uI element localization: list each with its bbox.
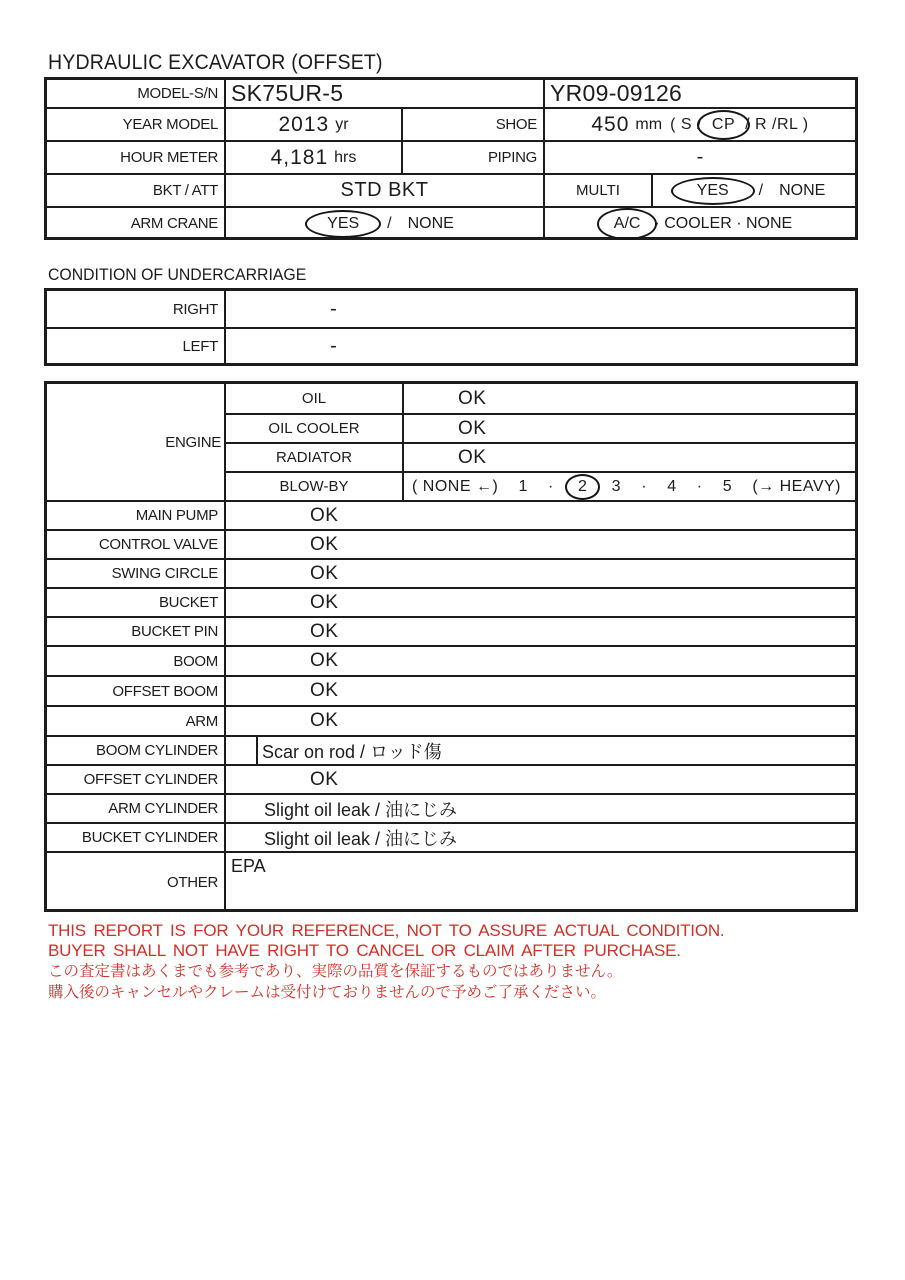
table-row-control-valve xyxy=(47,529,855,558)
bucket-cylinder-value: Slight oil leak / 油にじみ xyxy=(224,824,855,851)
page-title-text: HYDRAULIC EXCAVATOR (OFFSET) xyxy=(48,51,383,74)
control-valve-label: CONTROL VALVE xyxy=(98,536,218,553)
table-row-left xyxy=(47,327,855,363)
table-row-hour-piping xyxy=(47,140,855,173)
hour-meter-label: HOUR METER xyxy=(120,149,218,166)
arm-crane-label: ARM CRANE xyxy=(130,215,218,232)
arm-label: ARM xyxy=(185,712,218,730)
table-row-offset-boom xyxy=(47,675,855,705)
bucket-value: OK xyxy=(224,589,855,616)
table-row-bucket xyxy=(47,587,855,616)
right-label: RIGHT xyxy=(172,300,218,318)
engine-subrow-blowby xyxy=(226,471,855,500)
circled-selection-blowby: 2 xyxy=(565,474,600,500)
undercarriage-heading: CONDITION OF UNDERCARRIAGE xyxy=(48,265,307,284)
circled-selection-multi: YES xyxy=(671,177,755,205)
bucket-pin-label: BUCKET PIN xyxy=(131,623,218,640)
right-value: - xyxy=(224,291,855,327)
arm-cylinder-value: Slight oil leak / 油にじみ xyxy=(224,795,855,822)
hour-meter-value: 4,181 hrs xyxy=(224,142,401,173)
year-model-label: YEAR MODEL xyxy=(122,116,218,133)
shoe-label: SHOE xyxy=(401,109,543,140)
blowby-scale: ( NONE ←) 1 · 2 3 · 4 · 5 (→ HEAVY) xyxy=(402,473,855,500)
table-row-arm xyxy=(47,705,855,735)
bucket-cylinder-label: BUCKET CYLINDER xyxy=(81,829,218,846)
arm-cylinder-label: ARM CYLINDER xyxy=(108,800,218,817)
multi-value: YES / NONE xyxy=(651,175,855,206)
table-row-offset-cylinder xyxy=(47,764,855,793)
table-row-boom xyxy=(47,645,855,675)
table-row-other xyxy=(47,851,855,912)
swing-circle-label: SWING CIRCLE xyxy=(111,565,218,582)
piping-label: PIPING xyxy=(401,142,543,173)
serial-value: YR09-09126 xyxy=(543,80,855,107)
circled-selection-arm-crane: YES xyxy=(305,210,381,238)
disclaimer-line-4: 購入後のキャンセルやクレームは受付けておりませんので予めご了承ください。 xyxy=(48,984,607,1001)
boom-cylinder-value: Scar on rod / ロッド傷 xyxy=(256,737,855,764)
bkt-att-value: STD BKT xyxy=(224,175,543,206)
bkt-att-label: BKT / ATT xyxy=(152,182,218,199)
engine-label: ENGINE xyxy=(165,433,221,451)
other-label: OTHER xyxy=(166,874,218,891)
table-row-right xyxy=(47,291,855,327)
main-pump-value: OK xyxy=(224,502,855,529)
table-row-arm-cylinder xyxy=(47,793,855,822)
offset-boom-value: OK xyxy=(224,677,855,705)
oil-cooler-label: OIL COOLER xyxy=(268,420,360,437)
arm-value: OK xyxy=(224,707,855,735)
model-sn-label: MODEL-S/N xyxy=(137,85,218,102)
bucket-label: BUCKET xyxy=(158,594,218,611)
engine-subrow-oil-cooler xyxy=(226,413,855,442)
table-row-bucket-pin xyxy=(47,616,855,645)
radiator-value: OK xyxy=(402,444,855,471)
ac-cooler-value: A/C · COOLER · NONE xyxy=(543,208,855,239)
offset-cylinder-value: OK xyxy=(224,766,855,793)
shoe-value: 450 mm ( S / CP / R /RL ) xyxy=(543,109,855,140)
swing-circle-value: OK xyxy=(224,560,855,587)
oil-cooler-value: OK xyxy=(402,415,855,442)
inspection-table xyxy=(44,381,858,912)
control-valve-value: OK xyxy=(224,531,855,558)
table-row-year-shoe xyxy=(47,107,855,140)
table-row-model xyxy=(47,80,855,107)
left-label: LEFT xyxy=(182,337,218,355)
offset-cylinder-label: OFFSET CYLINDER xyxy=(83,771,218,788)
table-row-swing-circle xyxy=(47,558,855,587)
circled-selection-shoe: CP xyxy=(697,110,750,140)
boom-cylinder-spacer-cell xyxy=(224,737,256,764)
table-row-bkt-multi xyxy=(47,173,855,206)
bucket-pin-value: OK xyxy=(224,618,855,645)
boom-label: BOOM xyxy=(173,652,218,670)
blowby-scale-start: ( NONE ←) xyxy=(412,477,499,495)
page-title xyxy=(48,51,408,75)
main-pump-label: MAIN PUMP xyxy=(135,507,218,524)
disclaimer-line-2: BUYER SHALL NOT HAVE RIGHT TO CANCEL OR CLAIM AFTER PURCHASE. xyxy=(48,941,681,960)
table-row-main-pump xyxy=(47,500,855,529)
boom-cylinder-label: BOOM CYLINDER xyxy=(96,742,218,759)
radiator-label: RADIATOR xyxy=(275,449,353,466)
disclaimer-line-3: この査定書はあくまでも参考であり、実際の品質を保証するものではありません。 xyxy=(48,963,623,980)
table-row-armcrane-ac xyxy=(47,206,855,239)
spec-table xyxy=(44,77,858,240)
left-value: - xyxy=(224,329,855,363)
piping-value: - xyxy=(543,142,855,173)
multi-label: MULTI xyxy=(543,175,651,206)
table-row-boom-cylinder xyxy=(47,735,855,764)
blowby-label: BLOW-BY xyxy=(279,478,349,495)
table-row-bucket-cylinder xyxy=(47,822,855,851)
table-row-engine xyxy=(47,384,855,500)
blowby-scale-end: (→ HEAVY) xyxy=(752,477,841,495)
shoe-options: ( S / CP / R /RL ) xyxy=(670,116,809,134)
oil-value: OK xyxy=(402,384,855,413)
circled-selection-ac: A/C xyxy=(597,208,658,240)
year-model-value: 2013 yr xyxy=(224,109,401,140)
offset-boom-label: OFFSET BOOM xyxy=(112,682,218,700)
disclaimer xyxy=(48,921,724,1003)
engine-subrow-radiator xyxy=(226,442,855,471)
disclaimer-line-1: THIS REPORT IS FOR YOUR REFERENCE, NOT TO ASSURE ACTUAL CONDITION. xyxy=(48,921,725,940)
oil-label: OIL xyxy=(301,390,327,407)
undercarriage-table xyxy=(44,288,858,366)
other-value: EPA xyxy=(224,853,855,912)
engine-subrow-oil xyxy=(226,384,855,413)
boom-value: OK xyxy=(224,647,855,675)
model-value: SK75UR-5 xyxy=(224,80,543,107)
arm-crane-value: YES / NONE xyxy=(224,208,543,239)
